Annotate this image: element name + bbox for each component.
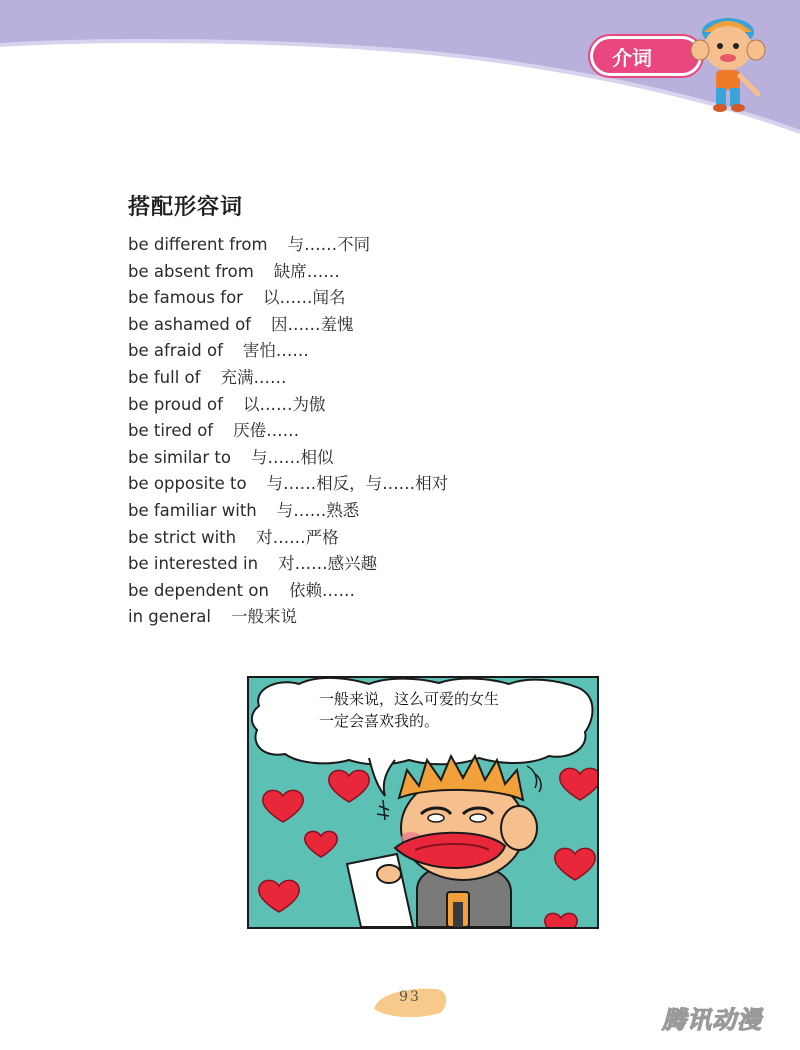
vocab-english: be interested in (128, 554, 259, 574)
vocab-chinese: 与……熟悉 (276, 500, 360, 520)
vocab-chinese: 与……不同 (287, 235, 371, 254)
speech-line: 一定会喜欢我的。 (319, 712, 440, 730)
speech-bubble-text (319, 688, 559, 732)
comic-panel (247, 676, 599, 929)
vocab-item (128, 338, 448, 365)
vocab-chinese: 充满…… (220, 367, 287, 387)
heart-icon (545, 913, 577, 927)
vocab-item (128, 285, 448, 312)
vocab-chinese: 以……为傲 (242, 394, 326, 414)
vocab-item (128, 471, 448, 498)
heart-icon (329, 770, 369, 802)
vocab-chinese: 对……感兴趣 (278, 554, 378, 574)
vocab-english: be full of (128, 367, 201, 387)
vocab-chinese: 厌倦…… (233, 421, 300, 441)
watermark: 腾讯动漫 (662, 1006, 762, 1034)
vocab-list (128, 232, 448, 631)
vocab-item (128, 551, 448, 578)
vocab-item (128, 392, 448, 419)
vocab-chinese: 缺席…… (273, 261, 340, 281)
vocab-chinese: 因……羞愧 (271, 314, 354, 334)
vocab-item (128, 578, 448, 605)
vocab-item (128, 604, 448, 631)
vocab-english: be proud of (128, 394, 223, 414)
vocab-english: be afraid of (128, 341, 223, 361)
chapter-label: 介词 (612, 45, 652, 70)
vocab-item (128, 498, 448, 525)
vocab-item (128, 365, 448, 392)
mascot-character (686, 10, 770, 114)
vocab-english: be dependent on (128, 580, 269, 600)
vocab-chinese: 一般来说 (231, 607, 297, 627)
vocab-english: be absent from (128, 261, 254, 281)
speech-line: 一般来说，这么可爱的女生 (319, 690, 500, 708)
vocab-chinese: 对……严格 (256, 527, 339, 547)
page-number: 93 (399, 989, 421, 1005)
vocab-english: be opposite to (128, 474, 247, 494)
vocab-chinese: 以……闻名 (262, 288, 346, 308)
vocab-english: be tired of (128, 421, 214, 441)
vocab-item (128, 312, 448, 339)
vocab-english: be familiar with (128, 500, 257, 520)
vocab-english: be ashamed of (128, 314, 251, 334)
vocab-item (128, 259, 448, 286)
vocab-item (128, 525, 448, 552)
heart-icon (259, 880, 299, 912)
heart-icon (263, 790, 303, 822)
heart-icon (305, 831, 337, 857)
vocab-chinese: 与……相似 (251, 447, 334, 467)
vocab-english: be strict with (128, 527, 237, 547)
vocab-english: be similar to (128, 447, 231, 467)
section-title: 搭配形容词 (128, 195, 244, 220)
vocab-english: in general (128, 607, 211, 627)
vocab-chinese: 依赖…… (288, 580, 355, 600)
vocab-item (128, 445, 448, 472)
vocab-english: be different from (128, 235, 268, 254)
vocab-item (128, 232, 448, 259)
heart-icon (560, 768, 597, 800)
heart-icon (555, 848, 595, 880)
vocab-item (128, 418, 448, 445)
vocab-english: be famous for (128, 288, 243, 308)
vocab-chinese: 害怕…… (242, 341, 309, 361)
vocab-chinese: 与……相反，与……相对 (266, 474, 449, 494)
